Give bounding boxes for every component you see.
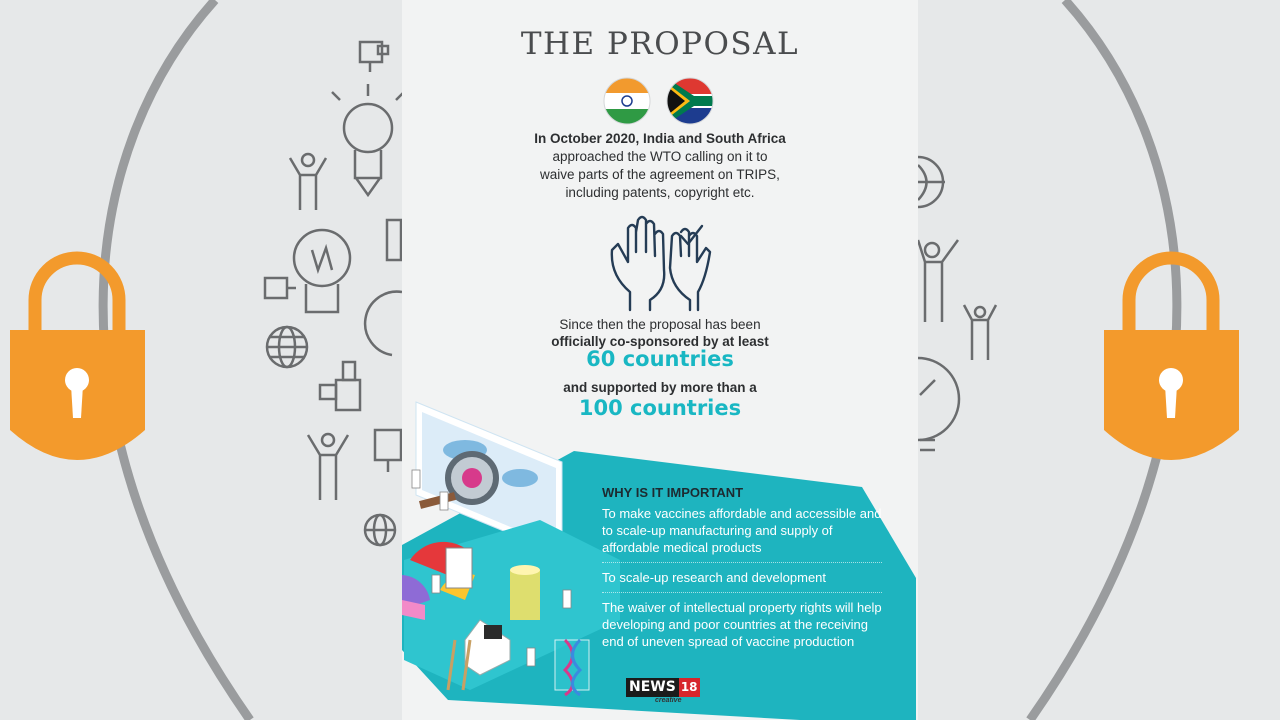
globe-icon [365,515,395,545]
puzzle-icon [360,42,388,72]
puzzle-icon [320,362,360,410]
puzzle-icon [375,430,401,472]
logo-number: 18 [679,678,700,697]
intro-text [402,130,918,202]
lock-icon [1104,258,1239,460]
page-title: THE PROPOSAL [520,26,800,62]
cosponsor-count: 60 countries [586,347,734,371]
puzzle-icon [387,220,401,260]
person-icon [918,240,958,322]
globe-icon [267,327,307,367]
news18-logo [626,678,700,697]
why-item: To scale-up research and development [602,569,882,593]
lock-icon [10,258,145,460]
person-icon [308,434,348,500]
lightbulb-icon [918,358,959,450]
person-icon [964,305,996,360]
supported-text: and supported by more than a [563,380,757,395]
supporter-count: 100 countries [578,396,742,420]
logo-subtitle: creative [655,697,682,704]
why-item: To make vaccines affordable and accessible and to scale-up manufacturing and supply of affordable medical products [602,505,882,563]
lightbulb-icon [365,292,402,355]
since-text [402,316,918,350]
logo-news: NEWS [626,678,679,697]
why-heading: WHY IS IT IMPORTANT [602,485,744,500]
since-line2: officially co-sponsored by at least [551,334,769,349]
lightbulb-icon [332,84,404,195]
since-line1: Since then the proposal has been [559,317,761,332]
why-section [602,484,882,662]
lightbulb-icon [294,230,350,312]
globe-icon [918,157,945,207]
intro-bold: In October 2020, India and South Africa [534,131,786,146]
why-item: The waiver of intellectual property rights will help developing and poor countries at the receiving end of uneven spread of vaccine production [602,600,882,649]
puzzle-icon [265,278,296,298]
person-icon [290,154,326,210]
intro-rest: approached the WTO calling on it to waive parts of the agreement on TRIPS, including patents, copyright etc. [540,149,780,200]
